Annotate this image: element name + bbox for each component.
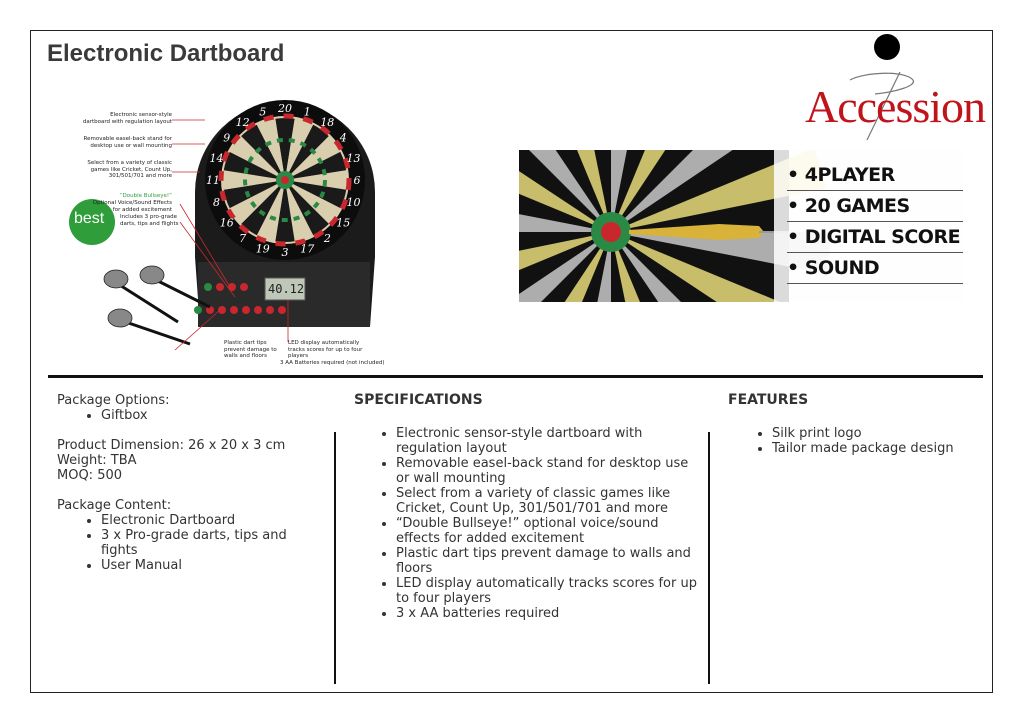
callout-led: LED display automatically tracks scores for up to four players — [288, 340, 363, 359]
list-item: • Removable easel-back stand for desktop use or wall mounting — [396, 456, 699, 486]
column-divider-2 — [708, 432, 710, 684]
dartboard-illustration — [60, 82, 390, 374]
list-item: • User Manual — [101, 558, 327, 573]
board-number: 17 — [300, 242, 315, 256]
features-heading: FEATURES — [728, 392, 809, 408]
list-item: • Electronic Dartboard — [101, 513, 327, 528]
list-item: • 3 x Pro-grade darts, tips and fights — [101, 528, 327, 558]
board-number: 14 — [209, 151, 224, 165]
board-number: 6 — [353, 174, 361, 187]
list-item: • Tailor made package design — [772, 441, 978, 456]
product-badge: best — [74, 210, 105, 227]
board-number: 8 — [213, 196, 221, 210]
specifications-heading: SPECIFICATIONS — [354, 392, 483, 408]
list-item: • 3 x AA batteries required — [396, 606, 699, 621]
callout-darts: Includes 3 pro-grade darts, tips and flights — [120, 214, 179, 227]
board-number: 15 — [336, 216, 351, 230]
product-image — [60, 82, 390, 374]
board-number: 3 — [281, 246, 289, 259]
callout-voice: Optional Voice/Sound Effects for added excitement — [92, 200, 172, 213]
page-title: Electronic Dartboard — [47, 40, 285, 67]
list-item: • Giftbox — [101, 408, 327, 423]
board-number: 13 — [346, 151, 361, 165]
features-column — [728, 393, 978, 456]
list-item: • LED display automatically tracks scores for up to four players — [396, 576, 699, 606]
board-number: 19 — [255, 242, 270, 256]
list-item: • “Double Bullseye!” optional voice/sound effects for added excitement — [396, 516, 699, 546]
features-list — [728, 426, 978, 456]
banner-item-20-games: • 20 GAMES — [787, 191, 963, 222]
led-readout: 40.12 — [268, 282, 305, 296]
callout-games: Select from a variety of classic games like Cricket, Count Up, 301/501/701 and more — [87, 160, 172, 179]
board-number: 12 — [235, 115, 250, 129]
specifications-column — [354, 393, 699, 621]
list-item: • Plastic dart tips prevent damage to walls and floors — [396, 546, 699, 576]
specifications-list — [354, 426, 699, 621]
board-number: 16 — [219, 216, 234, 230]
board-number: 11 — [206, 174, 220, 187]
feature-banner — [519, 150, 964, 302]
board-number: 20 — [278, 102, 292, 115]
package-options-list — [57, 408, 327, 423]
board-number: 18 — [320, 115, 335, 129]
banner-item-sound: • SOUND — [787, 253, 963, 284]
callout-tips: Plastic dart tips prevent damage to walls and floors — [224, 340, 277, 359]
weight: Weight: TBA — [57, 453, 137, 468]
board-number: 5 — [259, 105, 267, 119]
board-number: 2 — [323, 232, 331, 246]
package-options-label: Package Options: — [57, 393, 170, 408]
callout-double-bullseye: “Double Bullseye!” — [119, 193, 172, 199]
package-content-list — [57, 513, 327, 573]
list-item: • Electronic sensor-style dartboard with regulation layout — [396, 426, 699, 456]
left-column — [57, 393, 327, 573]
board-number: 9 — [223, 131, 231, 145]
board-number: 10 — [346, 196, 361, 210]
banner-item-digital-score: • DIGITAL SCORE — [787, 222, 963, 253]
callout-stand: Removable easel-back stand for desktop use or wall mounting — [83, 136, 172, 149]
package-content-label: Package Content: — [57, 498, 172, 513]
list-item: • Select from a variety of classic games like Cricket, Count Up, 301/501/701 and more — [396, 486, 699, 516]
column-divider-1 — [334, 432, 336, 684]
banner-feature-list — [787, 160, 963, 284]
callout-batteries: 3 AA Batteries required (not included) — [280, 360, 385, 366]
callout-sensor: Electronic sensor-style dartboard with regulation layout — [82, 112, 172, 125]
product-dimension: Product Dimension: 26 x 20 x 3 cm — [57, 438, 286, 453]
board-number: 1 — [303, 105, 311, 119]
section-divider — [48, 375, 983, 378]
moq: MOQ: 500 — [57, 468, 123, 483]
banner-item-4player: • 4PLAYER — [787, 160, 963, 191]
accession-logo — [805, 32, 990, 142]
list-item: • Silk print logo — [772, 426, 978, 441]
logo-text: Accession — [805, 81, 986, 132]
board-number: 4 — [339, 131, 347, 145]
board-number: 7 — [239, 232, 247, 246]
